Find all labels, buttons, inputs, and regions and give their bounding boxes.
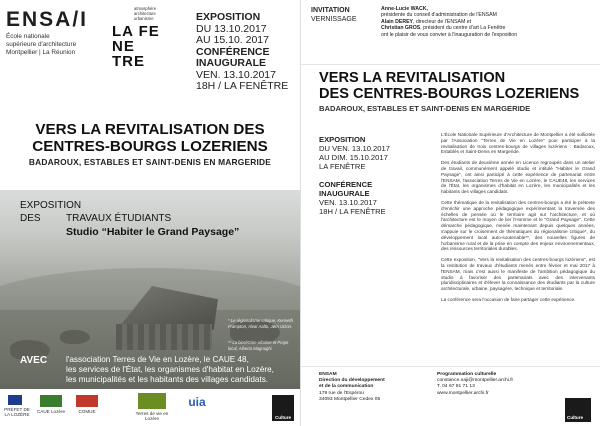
header-divider	[301, 64, 600, 65]
body-paragraph: L'École Nationale Supérieure d'Architecture de Montpellier a été sollicitée par l'Association "Terres de Vie en Lozère" pour participer à la revitalisation de trois centres-bourgs de villages lozériens : Badaroux, Establés et Saint-Denis en Margeride.	[441, 132, 595, 155]
conference-label-2: INAUGURALE	[196, 57, 266, 69]
body-paragraph: Des étudiants de deuxième année en Licence regroupés dans un atelier de travail, communément appelé studio et intitulé "Habiter le Grand Paysage", ont ainsi participé à cette expérience de partenariat entre l'ENSAM, l'association Terres de Vie en Lozère, le CAUE48, les services de l'État, les organismes d'habitat en Lozère, les municipalités et les habitants des villages candidats.	[441, 160, 595, 195]
prefet-logo	[8, 395, 22, 405]
terres-de-vie-logo-text: Terres de vie en Lozère	[135, 411, 169, 422]
ensam-contact	[319, 372, 429, 403]
photo-rock	[60, 330, 90, 344]
comue-logo	[76, 395, 98, 407]
exposition-label: EXPOSITION	[319, 135, 366, 144]
des-label: DES	[20, 213, 41, 224]
ensam-logo-line: École nationale	[6, 33, 50, 40]
partners-line: les municipalités et les habitants des villages candidats.	[66, 375, 269, 384]
partners-text	[66, 355, 296, 385]
ensam-name: ENSAM	[319, 372, 337, 377]
programmation-contact	[437, 372, 547, 397]
la-fenetre-tagline	[134, 6, 156, 21]
ensam-logo: ENSA/I	[6, 8, 89, 31]
photo-hut-wall	[116, 324, 212, 350]
host-role: présidente du conseil d'administration de l'ENSAM	[381, 12, 497, 19]
invitation-title	[319, 71, 599, 102]
conference-time: 18H / LA FENÊTRE	[319, 207, 386, 216]
ensam-city: 34093 Montpellier Cedex 05	[319, 396, 381, 402]
invitation-panel	[301, 0, 600, 426]
culture-logo-text: Culture	[567, 415, 584, 420]
invitation-hosts	[381, 6, 593, 38]
body-paragraph: Cette thématique de la revitalisation des centres-bourgs a été le prétexte d'enrichir une approche pédagogique expérimentant la traversée des échelles de pensée où le territoire agit sur l'architecture, et où l'architecture est le moyen de lier l'Homme et le "Grand Paysage". Cette démarche pédagogique, menée maintenant depuis quelques années, s'appuie sur le croisement de thématiques du régionalisme critique*, du développement local auto-soutenable**, des nouvelles figures de l'urbanisme rural et de la prise en compte des enjeux environnementaux, des ressources territoriales durables.	[441, 199, 595, 252]
caue-logo-text: CAUE Lozère	[36, 409, 66, 414]
website-link[interactable]: www.montpellier.archi.fr	[437, 390, 489, 396]
travaux-label: TRAVAUX ÉTUDIANTS	[66, 213, 172, 224]
contact-phone: T. 04 67 91 71 13	[437, 384, 475, 390]
ensam-logo-line: supérieure d'architecture	[6, 41, 77, 48]
conference-time: 18H / LA FENÊTRE	[196, 80, 289, 92]
poster-title-line: CENTRES-BOURGS LOZERIENS	[32, 137, 268, 155]
la-fenetre-tagline-line: urbanisme	[134, 16, 154, 21]
studio-label: Studio “Habiter le Grand Paysage”	[66, 226, 240, 238]
ensam-department: Direction du développement	[319, 378, 385, 384]
conference-label: CONFÉRENCE	[319, 180, 373, 189]
invitation-title-line: DES CENTRES-BOURGS LOZERIENS	[319, 85, 580, 102]
poster-title-line: VERS LA REVITALISATION DES	[35, 121, 265, 138]
host-name: Alain DEREY	[381, 18, 413, 25]
exposition-dates	[196, 12, 296, 93]
partner-logos	[0, 389, 300, 426]
ensam-logo-subtitle	[6, 33, 106, 57]
caue-logo	[40, 395, 62, 407]
exposition-start-date: DU VEN. 13.10.2017	[319, 144, 390, 153]
host-role: , directeur de l'ENSAM et	[413, 18, 472, 25]
conference-label: CONFÉRENCE	[196, 45, 270, 58]
poster-title	[0, 122, 300, 155]
host-name: Anne-Lucie WACK,	[381, 6, 428, 12]
conference-info	[319, 180, 414, 216]
partners-line: l'association Terres de Vie en Lozère, le CAUE 48,	[66, 355, 249, 364]
culture-logo	[565, 398, 591, 422]
host-line	[381, 32, 593, 38]
conference-date: VEN. 13.10.2017	[319, 198, 377, 207]
host-role: , président du centre d'art La Fenêtre	[420, 25, 506, 32]
footer-divider	[301, 366, 600, 367]
exposition-end-date: AU DIM. 15.10.2017	[319, 153, 388, 162]
exposition-label: EXPOSITION	[196, 11, 261, 23]
prefet-logo-text: PRÉFET DE LA LOZÈRE	[4, 407, 30, 418]
conference-label-2: INAUGURALE	[319, 189, 370, 198]
footnote-2: ** La bioréGion urbaine et Projet local, Alberto Magnaghi	[228, 340, 289, 351]
culture-logo-left-text: Culture	[274, 415, 292, 420]
ensam-department-2: et de la communication	[319, 384, 374, 390]
terres-de-vie-logo	[138, 393, 166, 409]
host-name: Christian GROS	[381, 25, 421, 32]
invitation-subtitle: BADAROUX, ESTABLES ET SAINT-DENIS EN MARGERIDE	[319, 104, 531, 113]
la-fenetre-wordmark: LA FE NE TRE	[112, 23, 160, 70]
avec-label: AVEC	[20, 355, 48, 366]
invitation-body	[441, 132, 595, 308]
footnote-1: * Le régionalisme critique, Kenneth Frampton, Alvar Aalto, Jørn Utzon.	[228, 318, 293, 329]
partners-line: les services de l'État, les organismes d'habitat en Lozère,	[66, 365, 274, 374]
invitation-title-line: VERS LA REVITALISATION	[319, 70, 506, 86]
ensam-logo-line: Montpellier | La Réunion	[6, 49, 76, 56]
invitation-heading: INVITATION	[311, 7, 350, 14]
la-fenetre-tagline-line: architecture	[134, 11, 156, 16]
la-fenetre-logo	[112, 6, 162, 70]
programmation-title: Programmation culturelle	[437, 372, 497, 377]
vernissage-heading: VERNISSAGE	[311, 15, 357, 23]
comue-logo-text: COMUE	[78, 409, 96, 414]
invitation-label	[311, 7, 357, 24]
poster-subtitle: BADAROUX, ESTABLES ET SAINT-DENIS EN MARGERIDE	[28, 157, 272, 167]
ensam-address: 179 rue de l'Espérou	[319, 390, 364, 396]
contact-email[interactable]: constance.naji@montpellier.archi.fr	[437, 378, 514, 384]
host-role: ont le plaisir de vous convier à l'inauguration de l'exposition	[381, 31, 518, 38]
uia-logo: uia	[188, 395, 206, 409]
body-paragraph: La conférence sera l'occasion de faire partager cette expérience.	[441, 296, 576, 302]
body-paragraph: Cette exposition, "Vers la revitalisation des centres-bourgs lozériens", est la restitution de travaux d'étudiants menés entre février et mai 2017 à l'ENSAM, mais c'est aussi le manifeste de l'ambition pédagogique du studio à favoriser des partenariats avec des intervenants pluridisciplinaires et d'élever la connaissance des étudiants par la culture architecturale, urbaine, paysagère, technique et territoriale.	[441, 257, 595, 292]
exposition-end-date: AU 15.10. 2017	[196, 34, 269, 46]
expo-label: EXPOSITION	[20, 200, 82, 211]
exposition-place: LA FENÊTRE	[319, 162, 366, 171]
exposition-start-date: DU 13.10.2017	[196, 22, 267, 35]
la-fenetre-tagline-line: atmosphère	[134, 6, 157, 11]
exposition-info	[319, 135, 414, 171]
conference-date: VEN. 13.10.2017	[196, 68, 276, 81]
